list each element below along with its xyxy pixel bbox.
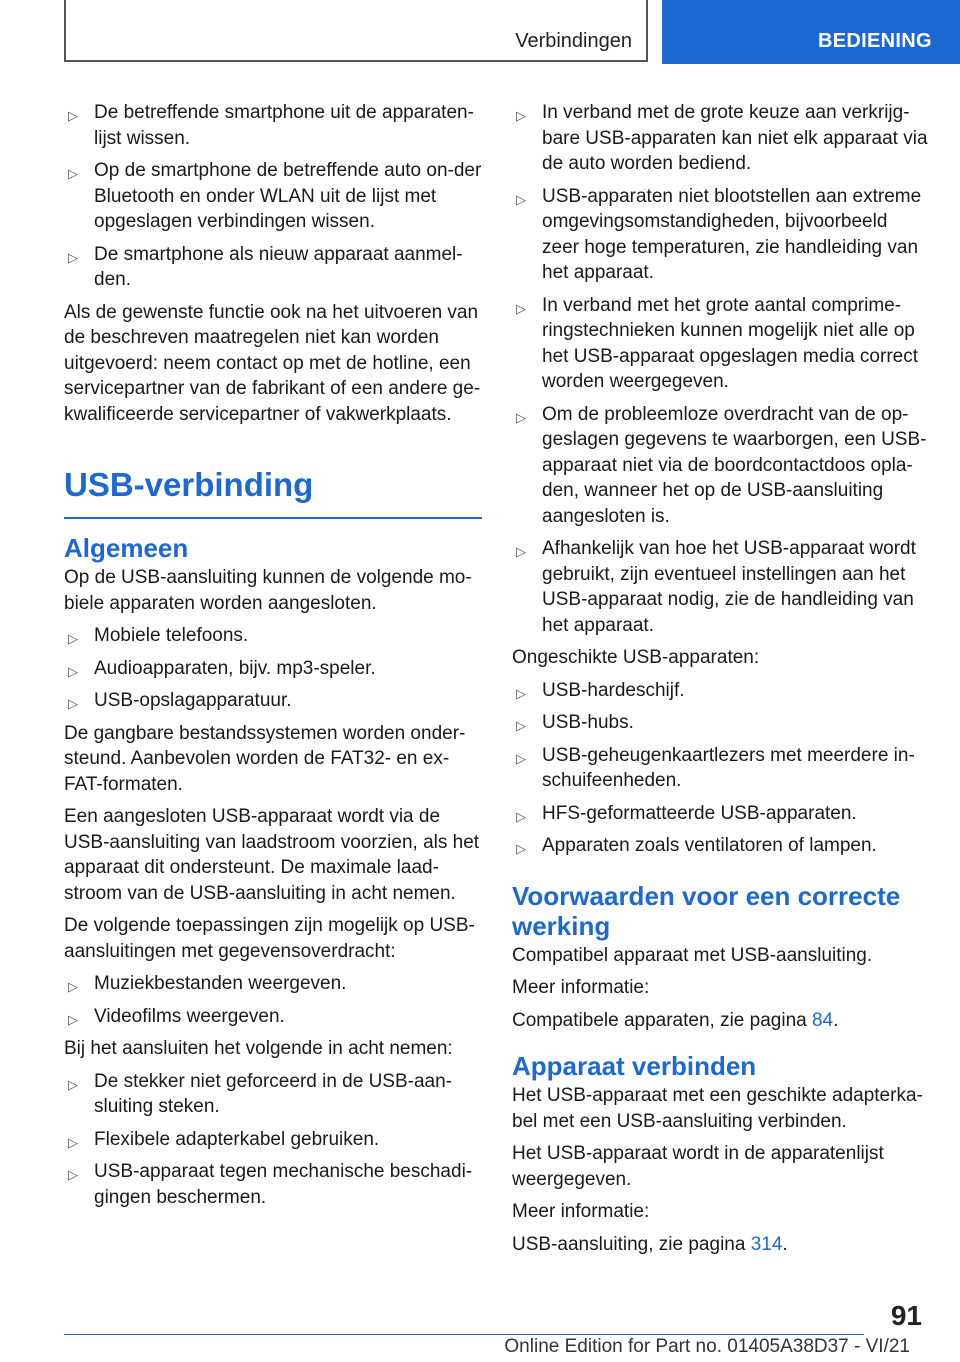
- footer-divider: [64, 1334, 864, 1335]
- list-item: ▷ USB-hardeschijf.: [512, 678, 928, 704]
- triangle-bullet-icon: ▷: [68, 1167, 78, 1182]
- paragraph: Meer informatie:: [512, 1201, 650, 1222]
- list-item: ▷ Mobiele telefoons.: [64, 623, 482, 649]
- list-item: ▷ USB-apparaten niet blootstellen aan extreme omgevingsomstandigheden, bijvoorbeeld zeer hoge temperaturen, zie handleiding van het apparaat.: [516, 185, 922, 283]
- paragraph: De volgende toepassingen zijn mogelijk op USB-aansluitingen met gegevensoverdracht:: [64, 915, 475, 962]
- subheading-requirements: Voorwaarden voor een correcte werking: [512, 880, 901, 941]
- paragraph: Ongeschikte USB-apparaten:: [512, 647, 760, 668]
- paragraph: Een aangesloten USB-apparaat wordt via de USB-aansluiting van laadstroom voorzien, als het apparaat dit ondersteunt. De maximale laad-stroom van de USB-aansluiting in acht nemen.: [64, 806, 480, 904]
- paragraph: Op de USB-aansluiting kunnen de volgende mo-biele apparaten worden aangesloten.: [64, 567, 472, 614]
- triangle-bullet-icon: ▷: [516, 108, 526, 123]
- triangle-bullet-icon: ▷: [516, 300, 526, 316]
- triangle-bullet-icon: ▷: [68, 1076, 78, 1092]
- triangle-bullet-icon: ▷: [516, 808, 526, 824]
- triangle-bullet-icon: ▷: [516, 750, 526, 766]
- section-heading-usb: USB-verbinding: [64, 467, 482, 519]
- header-chapter-title: BEDIENING: [818, 30, 932, 52]
- list-item: ▷ USB-apparaat tegen mechanische beschadi-gingen beschermen.: [68, 1161, 473, 1208]
- subheading-general: Algemeen: [64, 533, 189, 563]
- paragraph: Compatibele apparaten, zie pagina 84.: [512, 1009, 839, 1031]
- page-link-84[interactable]: 84: [811, 1009, 834, 1031]
- subheading-connect-device: Apparaat verbinden: [512, 1051, 757, 1081]
- paragraph: USB-aansluiting, zie pagina 314.: [512, 1233, 788, 1255]
- triangle-bullet-icon: ▷: [68, 696, 78, 711]
- triangle-bullet-icon: ▷: [68, 663, 78, 679]
- triangle-bullet-icon: ▷: [68, 1011, 78, 1027]
- list-item: ▷ Muziekbestanden weergeven.: [64, 971, 482, 997]
- list-item: ▷ Audioapparaten, bijv. mp3-speler.: [64, 656, 482, 682]
- list-item: ▷ USB-opslagapparatuur.: [64, 688, 482, 714]
- paragraph: Als de gewenste functie ook na het uitvoeren van de beschreven maatregelen niet kan worden uitgevoerd: neem contact op met de hotline, een servicepartner van de fabrikant of een andere ge-kwalificeerde servicepartner of vakwerkplaats.: [64, 301, 481, 425]
- list-item: ▷ Flexibele adapterkabel gebruiken.: [64, 1127, 482, 1153]
- triangle-bullet-icon: ▷: [516, 191, 526, 207]
- triangle-bullet-icon: ▷: [516, 718, 526, 733]
- right-column: [512, 100, 928, 1264]
- list-item: ▷ In verband met de grote keuze aan verkrijg-bare USB-apparaten kan niet elk apparaat via de auto worden bediend.: [516, 102, 928, 174]
- list-item: ▷ Op de smartphone de betreffende auto on-der Bluetooth en onder WLAN uit de lijst met opgeslagen verbindingen wissen.: [68, 160, 482, 232]
- paragraph: Het USB-apparaat wordt in de apparatenlijst weergegeven.: [512, 1143, 884, 1190]
- paragraph: Compatibel apparaat met USB-aansluiting.: [512, 944, 873, 966]
- footer-edition: Online Edition for Part no. 01405A38D37 - VI/21: [504, 1336, 910, 1357]
- triangle-bullet-icon: ▷: [68, 631, 78, 646]
- triangle-bullet-icon: ▷: [68, 108, 78, 123]
- list-item: ▷ USB-geheugenkaartlezers met meerdere in-schuifeenheden.: [516, 744, 915, 791]
- left-column: [64, 100, 482, 1217]
- paragraph: Het USB-apparaat met een geschikte adapterka-bel met een USB-aansluiting verbinden.: [512, 1085, 923, 1132]
- list-item: ▷ HFS-geformatteerde USB-apparaten.: [512, 801, 928, 827]
- triangle-bullet-icon: ▷: [68, 1134, 78, 1150]
- header-section-box: [64, 0, 648, 62]
- list-item: ▷ USB-hubs.: [512, 710, 928, 736]
- list-item: ▷ Videofilms weergeven.: [64, 1004, 482, 1030]
- triangle-bullet-icon: ▷: [68, 979, 78, 994]
- paragraph: Bij het aansluiten het volgende in acht nemen:: [64, 1038, 453, 1059]
- header-section-title: Verbindingen: [515, 30, 632, 52]
- list-item: ▷ Apparaten zoals ventilatoren of lampen.: [512, 833, 928, 859]
- list-item: ▷ In verband met het grote aantal comprime-ringstechnieken kunnen mogelijk niet alle op het USB-apparaat opgeslagen media correct worden weergegeven.: [516, 294, 919, 392]
- list-item: ▷ De stekker niet geforceerd in de USB-aan-sluiting steken.: [68, 1070, 453, 1117]
- page-link-314[interactable]: 314: [750, 1233, 783, 1255]
- list-item: ▷ De betreffende smartphone uit de apparaten-lijst wissen.: [68, 102, 474, 149]
- triangle-bullet-icon: ▷: [516, 685, 526, 701]
- triangle-bullet-icon: ▷: [516, 409, 526, 425]
- list-item: ▷ Afhankelijk van hoe het USB-apparaat wordt gebruikt, zijn eventueel instellingen aan het USB-apparaat nodig, zie de handleiding van het apparaat.: [516, 538, 916, 636]
- list-item: ▷ De smartphone als nieuw apparaat aanmel-den.: [68, 243, 463, 290]
- list-item: ▷ Om de probleemloze overdracht van de op-geslagen gegevens te waarborgen, een USB-apparaat niet via de boordcontactdoos opla-den, wanneer het op de USB-aansluiting aangesloten is.: [516, 403, 927, 527]
- triangle-bullet-icon: ▷: [68, 166, 78, 181]
- page-number: 91: [890, 1300, 922, 1331]
- triangle-bullet-icon: ▷: [68, 249, 78, 265]
- paragraph: Meer informatie:: [512, 977, 650, 998]
- triangle-bullet-icon: ▷: [516, 841, 526, 856]
- paragraph: De gangbare bestandssystemen worden onder-steund. Aanbevolen worden de FAT32- en ex-FAT-formaten.: [64, 722, 466, 795]
- header-chapter-tab: [662, 0, 960, 64]
- triangle-bullet-icon: ▷: [516, 544, 526, 559]
